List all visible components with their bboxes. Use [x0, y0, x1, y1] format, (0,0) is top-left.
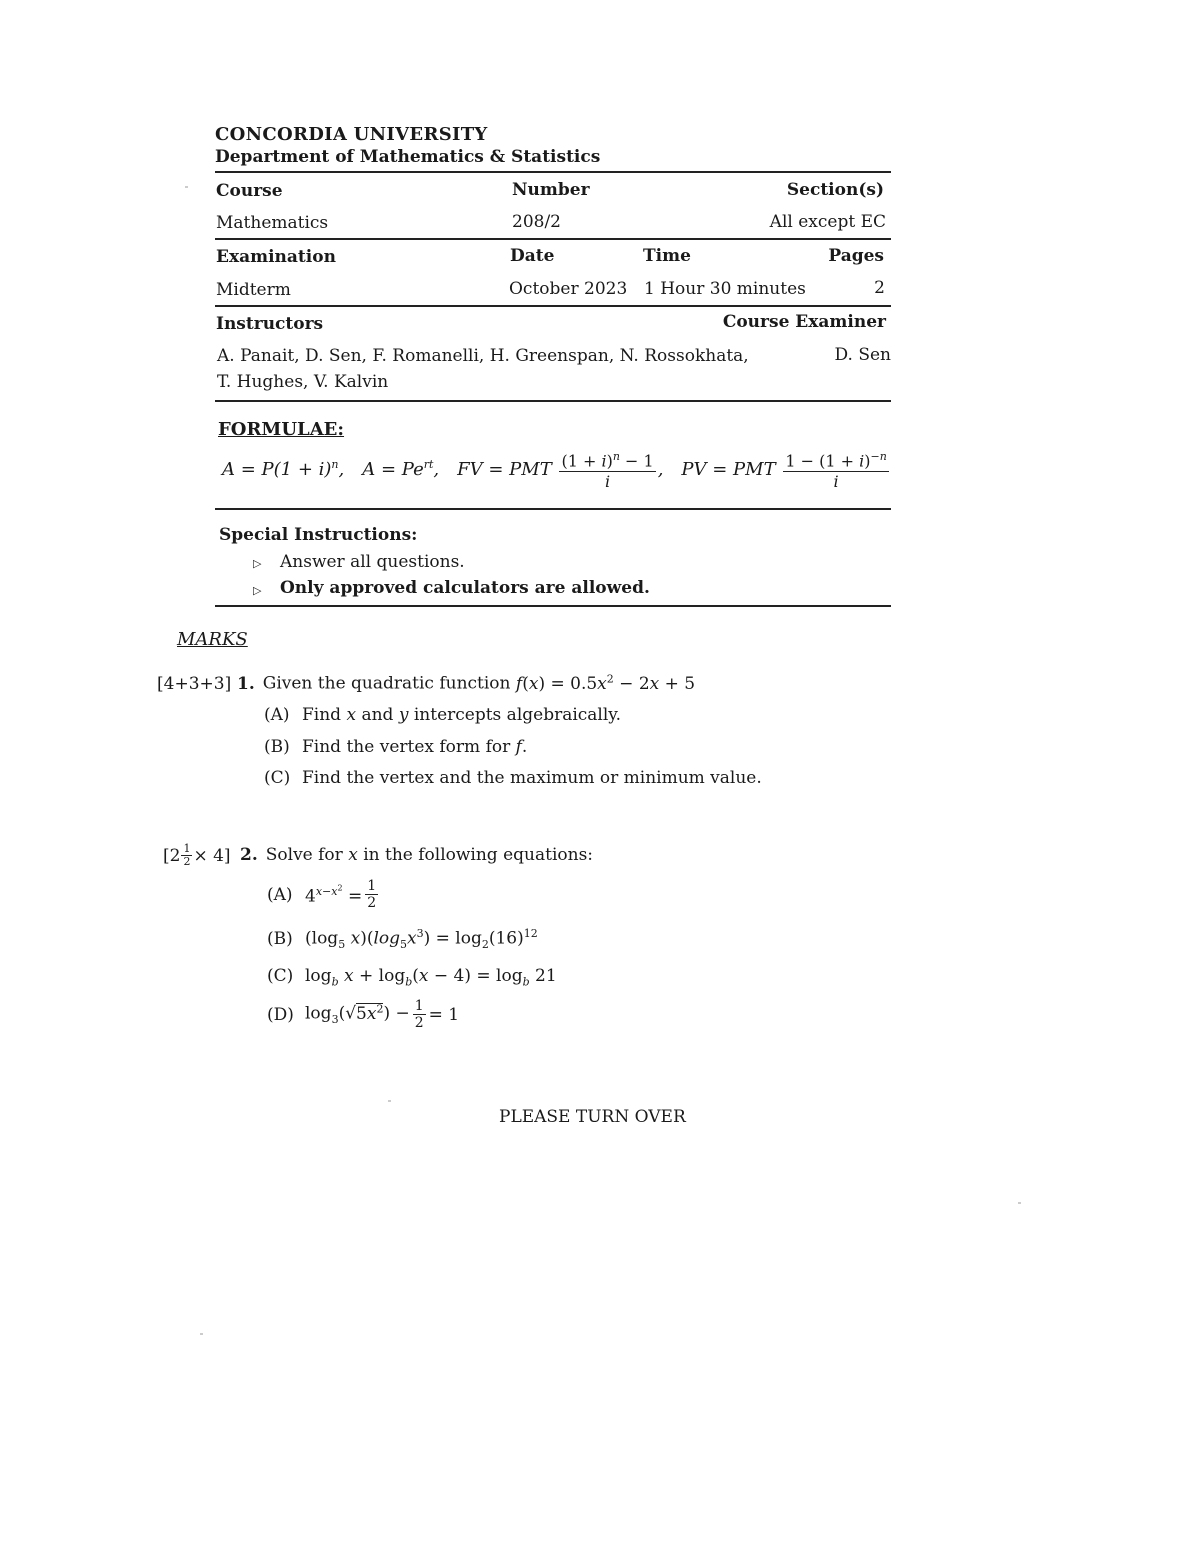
- part-label: (A): [264, 705, 290, 725]
- question-1-number: 1.: [237, 673, 255, 694]
- divider: [215, 508, 891, 510]
- instruction-item: Only approved calculators are allowed.: [280, 578, 650, 598]
- formulae-equations: [222, 447, 891, 491]
- special-instructions-title: Special Instructions:: [219, 525, 418, 545]
- question-1-part-b: (B) Find the vertex form for f.: [264, 737, 528, 757]
- question-1-marks: [4+3+3]: [157, 674, 232, 694]
- course-label: Course: [216, 181, 283, 201]
- instructors-line-1: A. Panait, D. Sen, F. Romanelli, H. Greenspan, N. Rossokhata,: [217, 346, 749, 366]
- pages-label: Pages: [828, 246, 884, 266]
- triangle-bullet-icon: ▷: [253, 557, 262, 570]
- question-1-part-c: [264, 768, 762, 788]
- part-label: (B): [267, 928, 293, 949]
- compound-interest-formula: $A = P(1 + i)^n$,: [222, 458, 345, 481]
- examiner-value: D. Sen: [834, 345, 891, 365]
- question-1-stem: [237, 672, 695, 694]
- divider: [215, 171, 891, 173]
- date-value: October 2023: [509, 279, 628, 299]
- number-label: Number: [512, 180, 590, 200]
- marks-heading: MARKS: [177, 629, 248, 650]
- continuous-interest-formula: $A = Pe^{rt}$,: [362, 458, 440, 481]
- please-turn-over: PLEASE TURN OVER: [499, 1107, 686, 1127]
- examiner-label: Course Examiner: [722, 312, 886, 332]
- university-name: CONCORDIA UNIVERSITY: [215, 124, 488, 145]
- part-label: (D): [267, 1004, 294, 1025]
- question-2-part-b: (B) ($\log_5$ $x)(\log_5x^3) = \log_2(16)^{12}$: [267, 927, 538, 952]
- sections-label: Section(s): [786, 180, 884, 200]
- part-label: (B): [264, 737, 290, 757]
- question-1-text: Given the quadratic function: [262, 673, 511, 694]
- instructors-label: Instructors: [216, 314, 324, 334]
- divider: [215, 238, 891, 240]
- formulae-title: FORMULAE:: [218, 419, 345, 440]
- scan-speck: [185, 186, 188, 188]
- question-2-part-a: (A) $4^{x-x^2}$ = $\frac{1}{2}$: [267, 878, 377, 911]
- question-2-part-d: (D) $\log_3(√5x^2)$ − $\frac{1}{2}$ = 1: [267, 998, 460, 1031]
- question-2-marks: [2 1 2 × 4]: [163, 842, 231, 868]
- part-label: (C): [264, 768, 291, 788]
- future-value-formula: FV = PMT $\frac{(1 + i)^n - 1}{i}$ ,: [457, 447, 663, 491]
- divider: [215, 305, 891, 307]
- exam-label: Examination: [216, 247, 336, 267]
- divider: [215, 400, 891, 402]
- scan-speck: [388, 1100, 391, 1102]
- part-label: (C): [267, 966, 294, 986]
- time-value: 1 Hour 30 minutes: [644, 279, 806, 299]
- question-1-part-a: (A) Find x and y intercepts algebraically.: [264, 705, 622, 725]
- instruction-item: Answer all questions.: [280, 552, 465, 572]
- time-label: Time: [643, 246, 691, 266]
- course-value: Mathematics: [216, 213, 329, 233]
- question-1-function: $f(x) = 0.5x^2 - 2x + 5$: [515, 672, 696, 694]
- scan-speck: [200, 1333, 203, 1335]
- number-value: 208/2: [512, 212, 561, 232]
- scan-speck: [1018, 1202, 1021, 1204]
- question-2-number: 2.: [240, 845, 258, 865]
- exam-value: Midterm: [216, 280, 291, 300]
- question-2-part-c: (C) $\log_b x + \log_b(x - 4) = \log_b 21$: [267, 966, 557, 989]
- department-name: Department of Mathematics & Statistics: [215, 147, 601, 167]
- question-2-stem: 2. Solve for x in the following equations:: [240, 845, 594, 865]
- pages-value: 2: [874, 278, 885, 298]
- sections-value: All except EC: [769, 212, 886, 232]
- triangle-bullet-icon: ▷: [253, 584, 262, 597]
- instructors-line-2: T. Hughes, V. Kalvin: [217, 372, 389, 392]
- present-value-formula: PV = PMT $\frac{1 - (1 + i)^{-n}}{i}$: [681, 447, 890, 491]
- part-label: (A): [267, 884, 293, 905]
- part-text: Find the vertex and the maximum or minimum value.: [302, 768, 762, 788]
- date-label: Date: [510, 246, 555, 266]
- divider: [215, 605, 891, 607]
